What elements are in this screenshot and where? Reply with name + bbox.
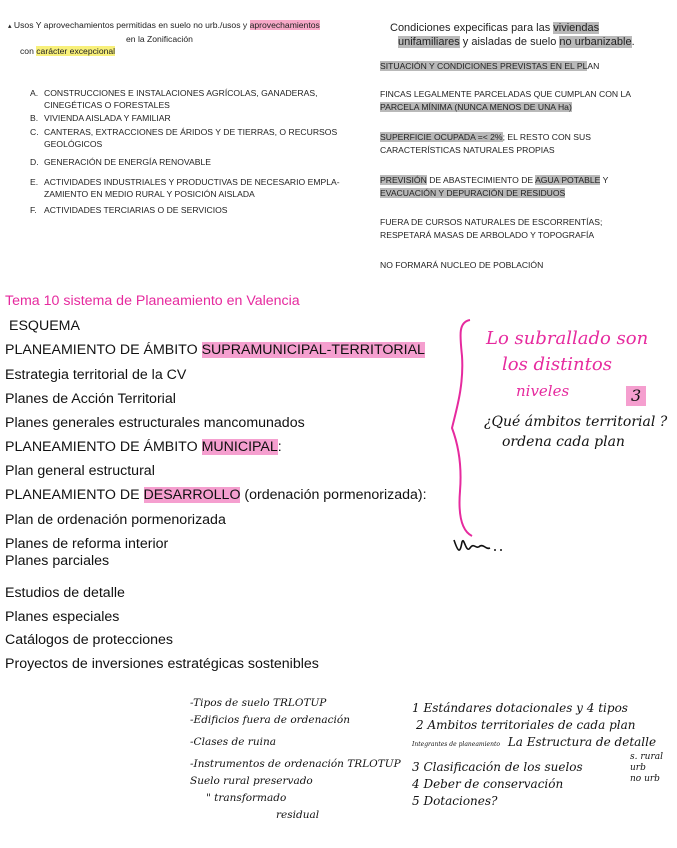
handwritten-note-niveles: Lo subrallado son los distintos niveles [486, 328, 649, 400]
list-item: Plan de ordenación pormenorizada [5, 512, 226, 528]
list-item: Planes parciales [5, 553, 110, 569]
list-item: Estudios de detalle [5, 585, 125, 601]
highlight-caracter-excepcional: carácter excepcional [36, 46, 116, 56]
list-item: Planes de Acción Territorial [5, 391, 176, 407]
signature-scribble-icon [450, 532, 510, 558]
highlight-supramunicipal: SUPRAMUNICIPAL-TERRITORIAL [201, 342, 425, 358]
list-item: Plan general estructural [5, 463, 155, 479]
handwritten-notes-right: 1 Estándares dotacionales y 4 tipos 2 Ambitos territoriales de cada plan Integrantes de planeamiento La Estructura de detalle 3 Clasificación de los suelos 4 Deber de conservación 5 Dotaciones? [412, 701, 657, 808]
highlight-aprovechamientos: aprovechamientos [249, 20, 320, 30]
tema-title: Tema 10 sistema de Planeamiento en Valencia [5, 293, 300, 309]
handwritten-number-3: 3 [626, 386, 646, 406]
cond-fuera: FUERA DE CURSOS NATURALES DE ESCORRENTÍAS; RESPETARÁ MASAS DE ARBOLADO Y TOPOGRAFÍA [380, 217, 603, 240]
list-item: Proyectos de inversiones estratégicas sostenibles [5, 656, 319, 672]
header-line2: en la Zonificación [126, 34, 193, 44]
list-item: Catálogos de protecciones [5, 632, 173, 648]
list-item: Planes de reforma interior [5, 536, 169, 552]
brace-icon [448, 316, 478, 541]
highlight-viviendas: viviendas [553, 22, 600, 34]
top-left-header [8, 19, 373, 57]
header-line1: Usos Y aprovechamientos permitidas en suelo no urb./usos y [13, 20, 250, 30]
highlight-desarrollo: DESARROLLO [143, 487, 241, 503]
esquema-heading: ESQUEMA [9, 318, 80, 334]
cond-prevision: PREVISIÓN DE ABASTECIMIENTO DE AGUA POTABLE Y EVACUACIÓN Y DEPURACIÓN DE RESIDUOS [380, 175, 609, 198]
list-item: Planes generales estructurales mancomunados [5, 415, 305, 431]
bullet-icon: ▴ [8, 23, 12, 30]
ambito-municipal: PLANEAMIENTO DE ÁMBITO MUNICIPAL: [5, 439, 282, 455]
highlight-unifamiliares: unifamiliares [398, 36, 460, 48]
list-item: Estrategia territorial de la CV [5, 367, 187, 383]
handwritten-suelo-types: s. rural urb no urb [630, 752, 663, 784]
ambito-desarrollo: PLANEAMIENTO DE DESARROLLO (ordenación pormenorizada): [5, 487, 427, 503]
cond-situacion: SITUACIÓN Y CONDICIONES PREVISTAS EN EL PLAN [380, 61, 600, 71]
highlight-no-urbanizable: no urbanizable [559, 36, 632, 48]
cond-nucleo: NO FORMARÁ NUCLEO DE POBLACIÓN [380, 260, 544, 270]
highlight-municipal: MUNICIPAL [201, 439, 278, 455]
list-item: Planes especiales [5, 609, 120, 625]
handwritten-question: ¿Qué ámbitos territorial ? ordena cada plan [484, 414, 668, 450]
ambito-supramunicipal: PLANEAMIENTO DE ÁMBITO SUPRAMUNICIPAL-TERRITORIAL [5, 342, 425, 358]
handwritten-notes-left: -Tipos de suelo TRLOTUP -Edificios fuera de ordenación -Clases de ruina -Instrumentos de ordenación TRLOTUP Suelo rural preservado " transformado residual [190, 697, 401, 821]
cond-fincas: FINCAS LEGALMENTE PARCELADAS QUE CUMPLAN CON LA PARCELA MÍNIMA (NUNCA MENOS DE UNA Ha) [380, 89, 632, 112]
conditions-title: Condiciones expecificas para las viviendas unifamiliares y aisladas de suelo no urbanizable. [390, 22, 635, 48]
activities-list: A. CONSTRUCCIONES E INSTALACIONES AGRÍCOLAS, GANADERAS, CINEGÉTICAS O FORESTALES B. VIVIENDA AISLADA Y FAMILIAR C. CANTERAS, EXTRACCIONES DE ÁRIDOS Y DE TIERRAS, O RECURSOS GEOLÓGICOS D. GENERACIÓN DE ENERGÍA RENOVABLE E. ACTIVIDADES INDUSTRIALES Y PRODUCTIVAS DE NECESARIO EMPLA- ZAMIENTO EN MEDIO RURAL Y POSICIÓN AISLADA F. ACTIVIDADES TERCIARIAS O DE SERVICIOS [30, 88, 340, 215]
cond-superficie: SUPERFICIE OCUPADA =< 2%; EL RESTO CON SUS CARACTERÍSTICAS NATURALES PROPIAS [380, 132, 591, 155]
header-line3: con [20, 46, 37, 56]
